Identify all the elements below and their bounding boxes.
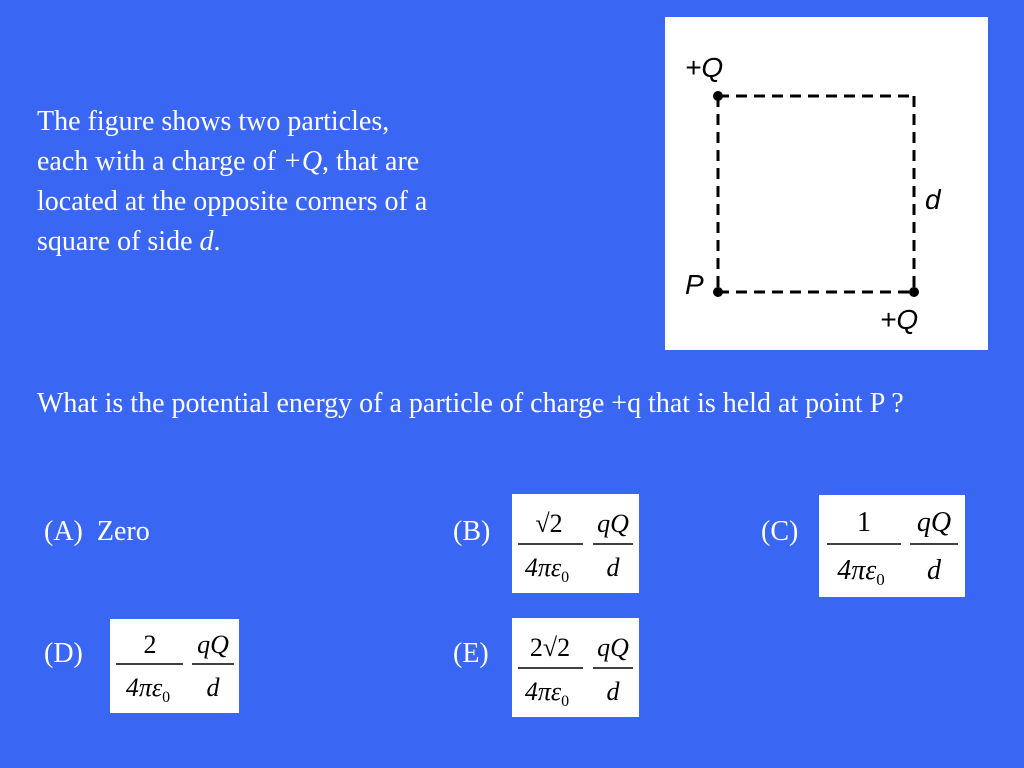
side-symbol: d	[199, 226, 214, 257]
option-c-qq: qQ	[916, 507, 952, 538]
intro-line-4-end: .	[213, 226, 221, 257]
question-text: What is the potential energy of a particle of charge +q that is held at point P ?	[37, 388, 904, 419]
option-e-d: d	[606, 677, 620, 706]
intro-line-2	[37, 142, 537, 182]
option-a-label: (A)	[44, 516, 83, 547]
intro-line-4-start: square of side	[37, 226, 200, 257]
option-e-numerator: 2√2	[529, 633, 571, 662]
option-b-numerator: √2	[535, 509, 563, 538]
intro-line-4	[37, 222, 537, 262]
charge-symbol: +Q	[282, 146, 323, 177]
option-c-numerator: 1	[857, 507, 871, 538]
option-c-label[interactable]: (C)	[761, 516, 799, 547]
option-b-label[interactable]: (B)	[453, 516, 491, 547]
top-charge-label: +Q	[685, 52, 724, 83]
intro-line-1: The figure shows two particles,	[37, 106, 390, 137]
intro-line-3: located at the opposite corners of a	[37, 186, 428, 217]
option-d-expression	[110, 619, 239, 713]
square-charge-figure	[665, 17, 988, 350]
option-d-label[interactable]: (D)	[44, 638, 83, 669]
option-b-formula[interactable]	[512, 494, 639, 593]
point-p-label: P	[685, 269, 704, 300]
intro-line-2-start: each with a charge of	[37, 146, 283, 177]
option-b-qq: qQ	[597, 509, 629, 538]
option-c-denominator: $4\pi\varepsilon_0$	[837, 555, 885, 589]
bottom-right-charge-dot	[909, 287, 919, 297]
option-e-formula[interactable]	[512, 618, 639, 717]
option-e-label[interactable]: (E)	[453, 638, 489, 669]
option-d-d: d	[206, 673, 220, 702]
option-d-numerator: 2	[143, 630, 157, 659]
option-d-formula[interactable]	[110, 619, 239, 713]
side-d-label: d	[925, 184, 941, 215]
option-b-d: d	[606, 553, 620, 582]
option-d-qq: qQ	[197, 630, 229, 659]
option-c-expression	[819, 495, 965, 597]
intro-line-2-end: , that are	[322, 146, 420, 177]
option-e-denominator: $4\pi\varepsilon_0$	[524, 677, 570, 710]
option-b-denominator: $4\pi\varepsilon_0$	[524, 553, 570, 586]
option-c-d: d	[927, 555, 941, 586]
option-b-expression	[512, 494, 639, 593]
option-c-formula[interactable]	[819, 495, 965, 597]
bottom-charge-label: +Q	[880, 304, 919, 335]
option-d-denominator: $4\pi\varepsilon_0$	[125, 673, 171, 706]
point-p-dot	[713, 287, 723, 297]
option-e-qq: qQ	[597, 633, 629, 662]
square-diagram	[665, 17, 988, 350]
top-left-charge-dot	[713, 91, 723, 101]
option-e-expression	[512, 618, 639, 717]
option-a-text: Zero	[96, 516, 150, 547]
problem-description	[37, 102, 537, 262]
option-a[interactable]	[44, 516, 150, 548]
